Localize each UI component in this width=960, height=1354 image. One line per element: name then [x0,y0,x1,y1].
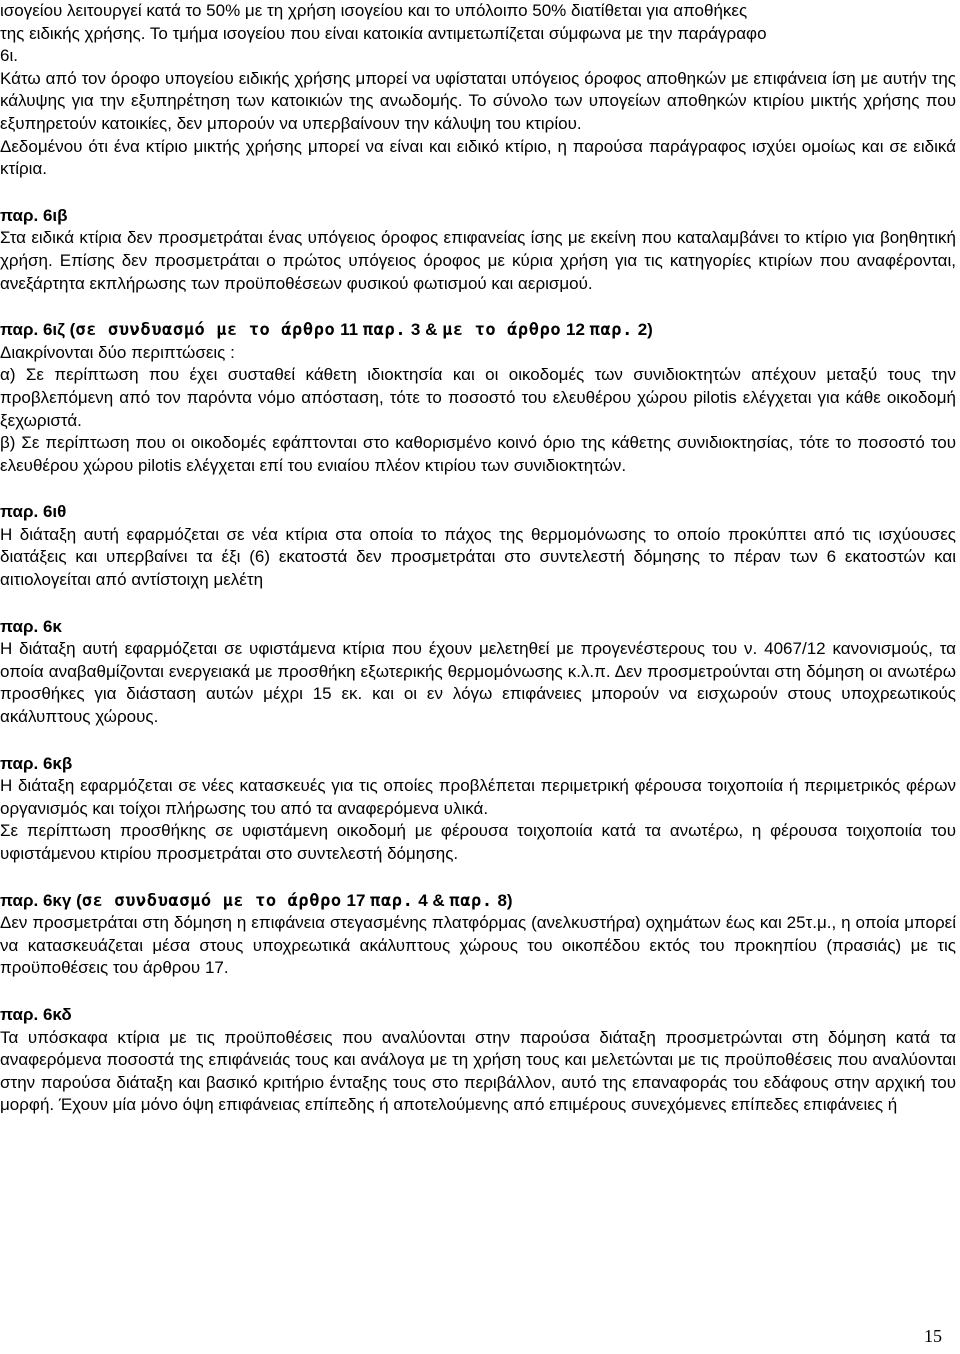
section-text: Σε περίπτωση προσθήκης σε υφιστάμενη οικοδομή με φέρουσα τοιχοποιία κατά τα ανωτέρω, η φέρουσα τοιχοποιία του υφιστάμενου κτιρίου προσμετράται στο συντελεστή δόμησης. [0,821,956,863]
section-6k [0,616,956,729]
section-6kg [0,890,956,980]
section-text: Στα ειδικά κτίρια δεν προσμετράται ένας υπόγειος όροφος επιφανείας ίσης με εκείνη που καταλαμβάνει το κτίριο για βοηθητική χρήση. Επίσης δεν προσμετράται ο πρώτος υπόγειος όροφος με κύρια χρήση για τις κατηγορίες κτιρίων που αναφέρονται, ανεξάρτητα εκπλήρωσης των προϋποθέσεων φυσικού φωτισμού και αερισμού. [0,228,956,293]
heading-part: σε συνδυασμό με το άρθρο [75,320,336,341]
heading-part: 12 [561,320,590,340]
heading-part: 4 & [413,890,450,910]
section-intro: Διακρίνονται δύο περιπτώσεις : [0,342,235,362]
paragraph-ground-floor-storage [0,0,956,68]
heading-part: παρ. 6ιζ ( [0,320,76,340]
heading-part: παρ. [589,320,633,341]
section-heading: παρ. 6ιβ [0,205,68,225]
case-b: β) Σε περίπτωση που οι οικοδομές εφάπτονται στο καθορισμένο κοινό όριο της κάθετης συνιδιοκτησίας, τότε το ποσοστό του ελευθέρου χώρου pilotis ελέγχεται επί του ενιαίου πλέον κτιρίου των συνιδιοκτητών. [0,433,956,475]
case-a: α) Σε περίπτωση που έχει συσταθεί κάθετη ιδιοκτησία και οι οικοδομές των συνιδιοκτητών απέχουν μεταξύ τους την προβλεπόμενη από τον παρόντα νόμο απόσταση, τότε το ποσοστό του ελευθέρου χώρου pilotis ελέγχεται για κάθε οικοδομή ξεχωριστά. [0,365,956,430]
section-heading: παρ. 6κβ [0,753,73,773]
section-heading: παρ. 6ιθ [0,502,67,522]
heading-part: παρ. 6κγ ( [0,890,82,910]
section-text: Τα υπόσκαφα κτίρια με τις προϋποθέσεις που αναλύονται στην παρούσα διάταξη προσμετρώνται στη δόμηση κατά τα αναφερόμενα ποσοστά της επιφάνειάς τους και ανάλογα με τη χρήση τους και μελετώνται με τις προϋποθέσεις που αναλύονται στην παρούσα διάταξη και βασικό κριτήριο ένταξης τους στο περιβάλλον, αυτό της επαναφοράς του εδάφους στην αρχική του μορφή. Έχουν μία μόνο όψη επιφάνειας επίπεδης ή αποτελούμενης από επιμέρους συνεχόμενες επίπεδες επιφάνειες ή [0,1027,956,1115]
section-heading: παρ. 6κ [0,616,62,636]
section-text: Δεν προσμετράται στη δόμηση η επιφάνεια στεγασμένης πλατφόρμας (ανελκυστήρα) οχημάτων έως και 25τ.μ., η οποία μπορεί να κατασκευάζεται μέσα στους υποχρεωτικά ακάλυπτους χώρους του οικοπέδου εκτός του προκηπίου (πρασιάς) με τις προϋποθέσεις του άρθρου 17. [0,913,956,978]
section-6kb [0,753,956,866]
heading-part: παρ. [362,320,407,341]
heading-part: σε συνδυασμό με το άρθρο [81,890,342,911]
text-line: ισογείου λειτουργεί κατά το 50% με τη χρήση ισογείου και το υπόλοιπο 50% διατίθεται για αποθήκες [0,1,748,20]
section-heading [0,319,956,342]
heading-part: 11 [335,320,363,340]
section-6kd [0,1004,956,1117]
section-text: Η διάταξη αυτή εφαρμόζεται σε νέα κτίρια στα οποία το πάχος της θερμομόνωσης το οποίο προκύπτει από τις ισχύουσες διατάξεις και υπερβαίνει τα έξι (6) εκατοστά δεν προσμετράται στο συντελεστή δόμησης το πέραν των 6 εκατοστών και αιτιολογείται από αντίστοιχη μελέτη [0,524,956,590]
heading-part: 8) [492,890,513,910]
section-6iz [0,319,956,477]
heading-part: 17 [341,890,371,910]
paragraph-basement-storage: Κάτω από τον όροφο υπογείου ειδικής χρήσης μπορεί να υφίσταται υπόγειος όροφος αποθηκών με επιφάνεια ίση με αυτήν της κάλυψης για την εξυπηρέτηση των κατοικιών της ανωδομής. Το σύνολο των υπογείων αποθηκών κτιρίου μικτής χρήσης που εξυπηρετούν κατοικίες, δεν μπορούν να υπερβαίνουν την κάλυψη του κτιρίου. [0,68,956,133]
text-line: 6ι. [0,46,18,66]
heading-part: παρ. [449,890,493,911]
heading-part: 3 & [406,320,443,340]
section-text: Η διάταξη εφαρμόζεται σε νέες κατασκευές για τις οποίες προβλέπεται περιμετρική φέρουσα τοιχοποιία ή περιμετρικός φέρων οργανισμός και τοίχοι πλήρωσης του από τα αναφερόμενα υλικά. [0,776,956,818]
page-number: 15 [924,1326,942,1346]
text-line: της ειδικής χρήσης. Το τμήμα ισογείου που είναι κατοικία αντιμετωπίζεται σύμφωνα με την παράγραφο [0,23,767,43]
section-heading: παρ. 6κδ [0,1004,72,1024]
heading-part: 2) [632,320,653,340]
heading-part: με το άρθρο [442,320,562,341]
section-text: Η διάταξη αυτή εφαρμόζεται σε υφιστάμενα κτίρια που έχουν μελετηθεί με προγενέστερους του ν. 4067/12 κανονισμούς, τα οποία αναβαθμίζονται ενεργειακά με προσθήκη εξωτερικής θερμομόνωσης κ.λ.π. Δεν προσμετρούνται στη δόμηση οι ανωτέρω προσθήκες για διάσταση αυτών μέχρι 15 εκ. και οι εν λόγω επιφάνειες μπορούν να εισχωρούν στους υποχρεωτικούς ακάλυπτους χώρους. [0,639,956,727]
paragraph-mixed-use: Δεδομένου ότι ένα κτίριο μικτής χρήσης μπορεί να είναι και ειδικό κτίριο, η παρούσα παράγραφος ισχύει ομοίως και σε ειδικά κτίρια. [0,136,956,179]
section-6ith [0,501,956,591]
heading-part: παρ. [370,890,414,911]
section-6ib [0,205,956,295]
section-heading [0,890,956,913]
